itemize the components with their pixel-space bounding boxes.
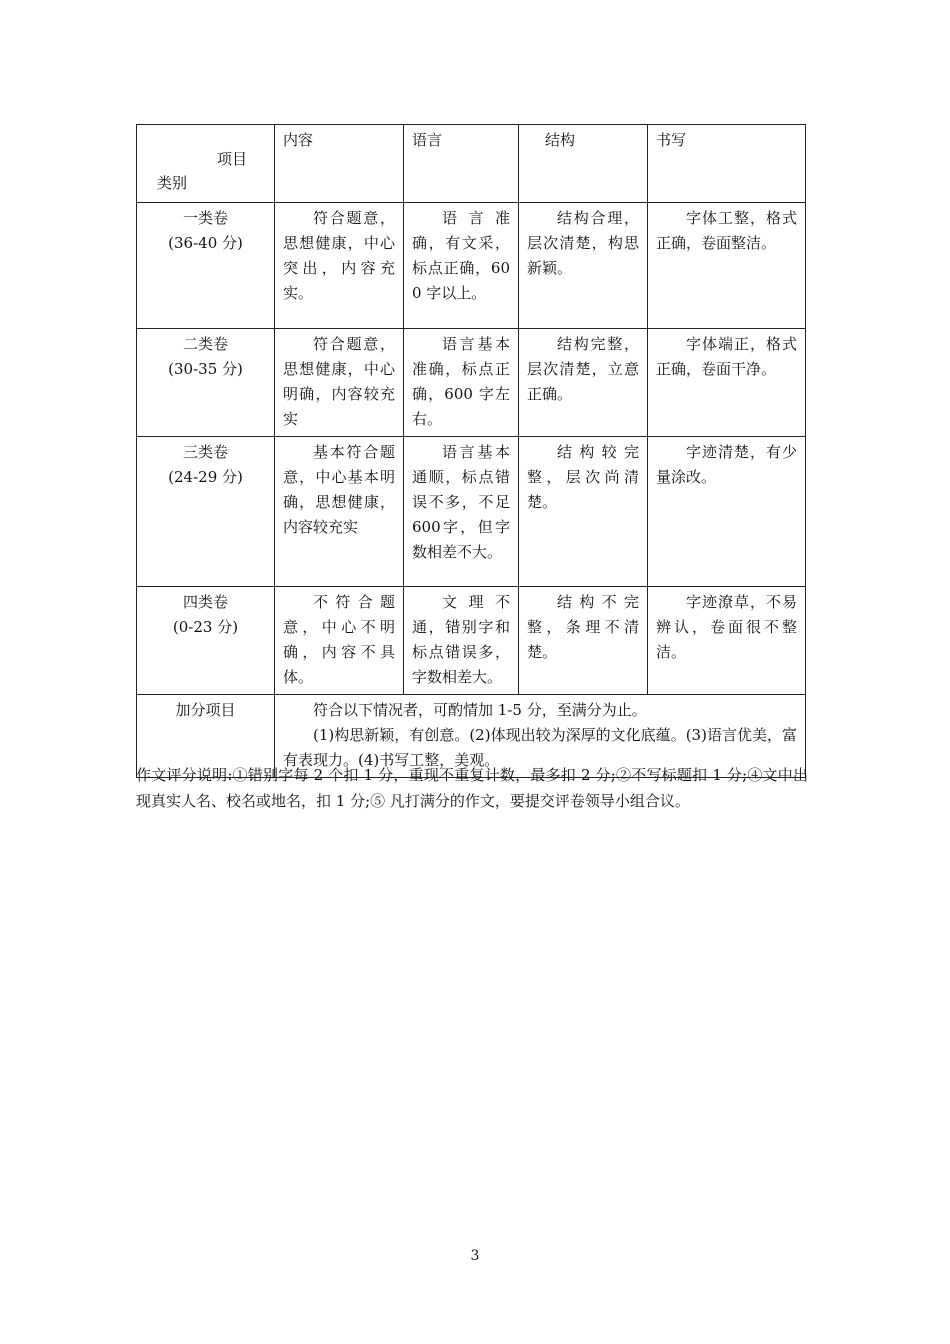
content-cell: 符合题意，思想健康，中心突出，内容充实。 <box>275 203 404 329</box>
writing-cell: 字迹清楚，有少量涂改。 <box>648 437 806 587</box>
language-cell: 文理不通，错别字和标点错误多，字数相差大。 <box>404 587 519 695</box>
writing-cell: 字体工整，格式正确，卷面整洁。 <box>648 203 806 329</box>
table-row <box>137 203 806 329</box>
content-cell: 符合题意，思想健康，中心明确，内容较充实 <box>275 329 404 437</box>
language-cell: 语言基本通顺，标点错误不多，不足600字，但字数相差不大。 <box>404 437 519 587</box>
bonus-line-1: 符合以下情况者，可酌情加 1-5 分，至满分为止。 <box>313 701 647 719</box>
header-writing: 书写 <box>648 125 806 203</box>
structure-cell: 结构较完整，层次尚清楚。 <box>519 437 648 587</box>
scoring-note: 作文评分说明:①错别字每 2 个扣 1 分，重现不重复计数，最多扣 2 分;②不写标题扣 1 分;④文中出现真实人名、校名或地名，扣 1 分;⑤ 凡打满分的作文，要提交评卷领导小组合议。 <box>136 766 808 810</box>
category-cell <box>137 437 275 587</box>
header-content: 内容 <box>275 125 404 203</box>
structure-cell: 结构完整，层次清楚，立意正确。 <box>519 329 648 437</box>
language-cell: 语言准确，有文采，标点正确，600 字以上。 <box>404 203 519 329</box>
content-cell: 基本符合题意，中心基本明确，思想健康，内容较充实 <box>275 437 404 587</box>
table-row <box>137 329 806 437</box>
category-cell <box>137 203 275 329</box>
category-range: (36-40 分) <box>168 234 243 252</box>
category-name: 四类卷 <box>182 593 228 611</box>
bonus-line-2: (1)构思新颖，有创意。(2)体现出较为深厚的文化底蕴。(3)语言优美，富有表现力。(4)书写工整，美观。 <box>283 726 797 769</box>
bonus-label: 加分项目 <box>137 695 275 778</box>
writing-cell: 字体端正，格式正确，卷面干净。 <box>648 329 806 437</box>
category-name: 二类卷 <box>182 335 228 353</box>
category-name: 三类卷 <box>182 443 228 461</box>
category-range: (0-23 分) <box>172 618 239 636</box>
header-row <box>137 125 806 203</box>
page-number: 3 <box>470 1248 480 1264</box>
corner-cell <box>137 125 275 203</box>
category-cell <box>137 329 275 437</box>
category-cell <box>137 587 275 695</box>
header-structure: 结构 <box>519 125 648 203</box>
structure-cell: 结构合理，层次清楚，构思新颖。 <box>519 203 648 329</box>
scoring-rubric-table <box>136 124 806 778</box>
language-cell: 语言基本准确，标点正确，600 字左右。 <box>404 329 519 437</box>
corner-top-label: 项目 <box>217 150 248 168</box>
table-row <box>137 587 806 695</box>
header-language: 语言 <box>404 125 519 203</box>
category-range: (30-35 分) <box>168 360 243 378</box>
category-name: 一类卷 <box>182 209 228 227</box>
table-row <box>137 437 806 587</box>
writing-cell: 字迹潦草，不易辨认，卷面很不整洁。 <box>648 587 806 695</box>
category-range: (24-29 分) <box>168 468 243 486</box>
structure-cell: 结构不完整，条理不清楚。 <box>519 587 648 695</box>
content-cell: 不符合题意，中心不明确，内容不具体。 <box>275 587 404 695</box>
corner-bottom-label: 类别 <box>157 174 188 192</box>
